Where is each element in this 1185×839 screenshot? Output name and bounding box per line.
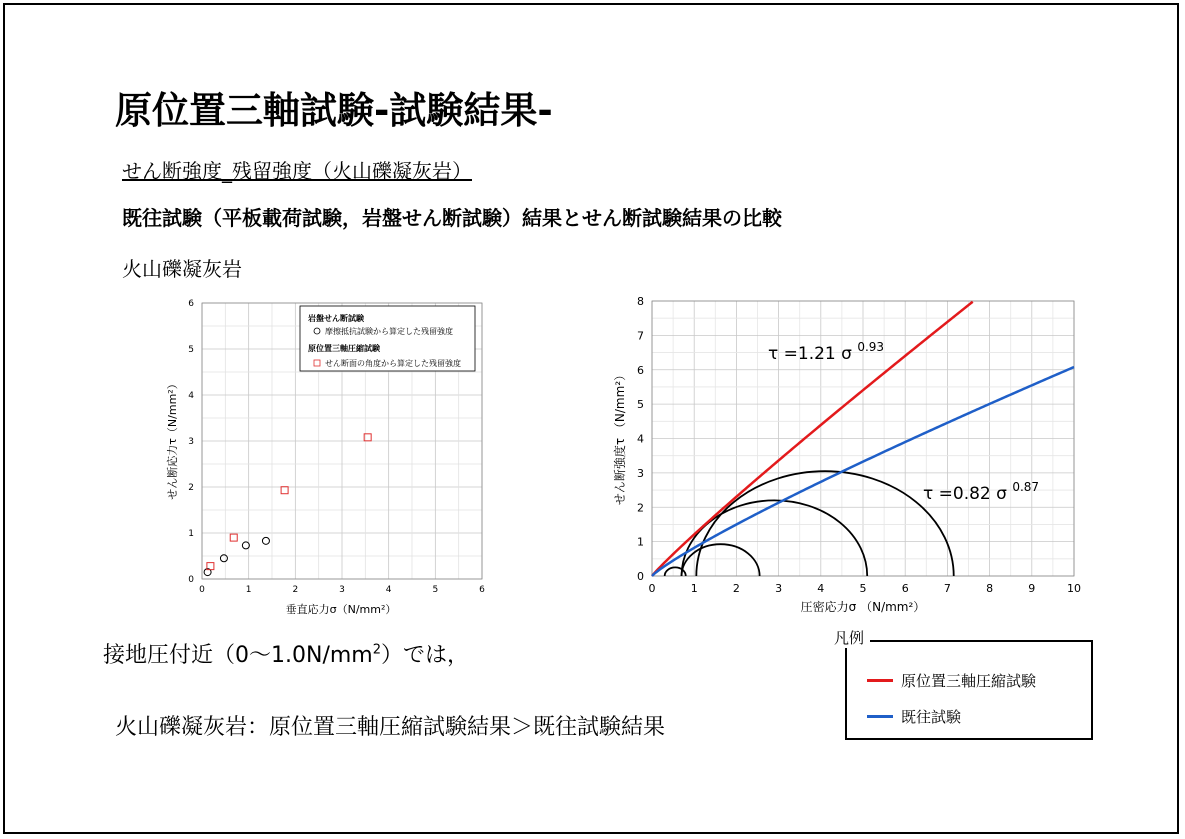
chart2-xtick-label: 5 [859, 582, 867, 595]
chart1-xtick-label: 3 [339, 585, 345, 595]
shear-strength-mohr-chart [610, 290, 1110, 620]
legend-title: 凡例 [828, 627, 870, 648]
chart2-xtick-label: 0 [648, 582, 656, 595]
chart1-xtick-label: 4 [385, 585, 392, 595]
chart2-ytick-label: 2 [637, 501, 644, 515]
chart2-xlabel: 圧密応力σ （N/mm²） [800, 600, 926, 614]
chart2-ytick-label: 6 [637, 363, 644, 377]
chart2-mohr-circle [696, 471, 953, 576]
chart1-square-point [230, 534, 237, 541]
chart2-ytick-label: 7 [637, 329, 644, 343]
chart1-circle-point [262, 537, 269, 544]
chart2-xtick-label: 9 [1028, 582, 1036, 595]
chart2-ytick-label: 0 [637, 570, 644, 583]
chart2-xtick-label: 7 [943, 582, 951, 595]
chart2-ytick-label: 5 [637, 398, 644, 412]
legend-label-red: 原位置三軸圧縮試験 [901, 672, 1037, 690]
chart1-ylabel: せん断応力τ（N/mm²） [166, 378, 179, 500]
chart1-xtick-label: 6 [479, 585, 485, 595]
chart1-legend-group2-item: せん断面の角度から算定した残留強度 [325, 359, 461, 368]
chart1-xtick-label: 0 [199, 585, 205, 595]
subtitle: せん断強度_残留強度（火山礫凝灰岩） [122, 159, 472, 183]
chart2-ytick-label: 4 [637, 432, 644, 446]
chart1-ytick-label: 2 [188, 483, 194, 493]
legend-swatch-red [867, 679, 893, 682]
chart2-ytick-label: 1 [637, 535, 644, 549]
chart1-ytick-label: 6 [188, 299, 194, 309]
legend-item-red [867, 670, 1036, 691]
rock-type-label: 火山礫凝灰岩 [122, 257, 242, 281]
chart2-xtick-label: 8 [986, 582, 994, 595]
chart2-xtick-label: 6 [901, 582, 909, 595]
chart1-xtick-label: 5 [432, 585, 439, 595]
legend-label-blue: 既往試験 [901, 708, 962, 726]
chart2-xtick-label: 2 [732, 582, 740, 595]
chart2-ylabel: せん断強度τ （N/mm²） [613, 368, 627, 506]
comparison-heading: 既往試験（平板載荷試験，岩盤せん断試験）結果とせん断試験結果の比較 [122, 206, 782, 230]
chart1-legend-group2-title: 原位置三軸圧縮試験 [308, 344, 380, 353]
chart2-ytick-label: 8 [637, 295, 644, 308]
chart1-xlabel: 垂直応力σ（N/mm²） [285, 603, 397, 616]
chart2-legend [845, 640, 1093, 740]
chart2-xtick-label: 4 [817, 582, 825, 595]
chart1-ytick-label: 4 [188, 391, 194, 401]
chart1-xtick-label: 2 [292, 585, 299, 595]
chart1-ytick-label: 5 [188, 345, 194, 355]
chart1-legend-group1-item: 摩擦抵抗試験から算定した残留強度 [325, 327, 453, 336]
chart2-ytick-label: 3 [637, 466, 644, 480]
chart1-ytick-label: 3 [188, 437, 194, 447]
note-pressure-range: 接地圧付近（0〜$1.0N/mm^2$）では， [103, 642, 470, 668]
chart2-xtick-label: 1 [690, 582, 698, 595]
page-title: 原位置三軸試験-試験結果- [115, 89, 553, 132]
chart2-xtick-label: 3 [775, 582, 783, 595]
chart1-ytick-label: 1 [188, 529, 194, 539]
note-conclusion: 火山礫凝灰岩：原位置三軸圧縮試験結果＞既往試験結果 [115, 715, 666, 740]
legend-swatch-blue [867, 715, 893, 718]
chart1-legend-group1-title: 岩盤せん断試験 [308, 314, 364, 323]
chart2-xtick-label: 10 [1067, 582, 1081, 595]
chart1-xtick-label: 1 [245, 585, 252, 595]
chart2-red-equation: τ =1.21 σ $^{0.93}$ [768, 340, 885, 364]
chart1-legend [300, 306, 475, 371]
chart1-points [204, 434, 371, 576]
legend-item-blue [867, 706, 961, 727]
chart2-blue-equation: τ =0.82 σ $^{0.87}$ [923, 480, 1040, 504]
chart1-square-point [281, 487, 288, 494]
chart1-ytick-label: 0 [188, 575, 194, 585]
